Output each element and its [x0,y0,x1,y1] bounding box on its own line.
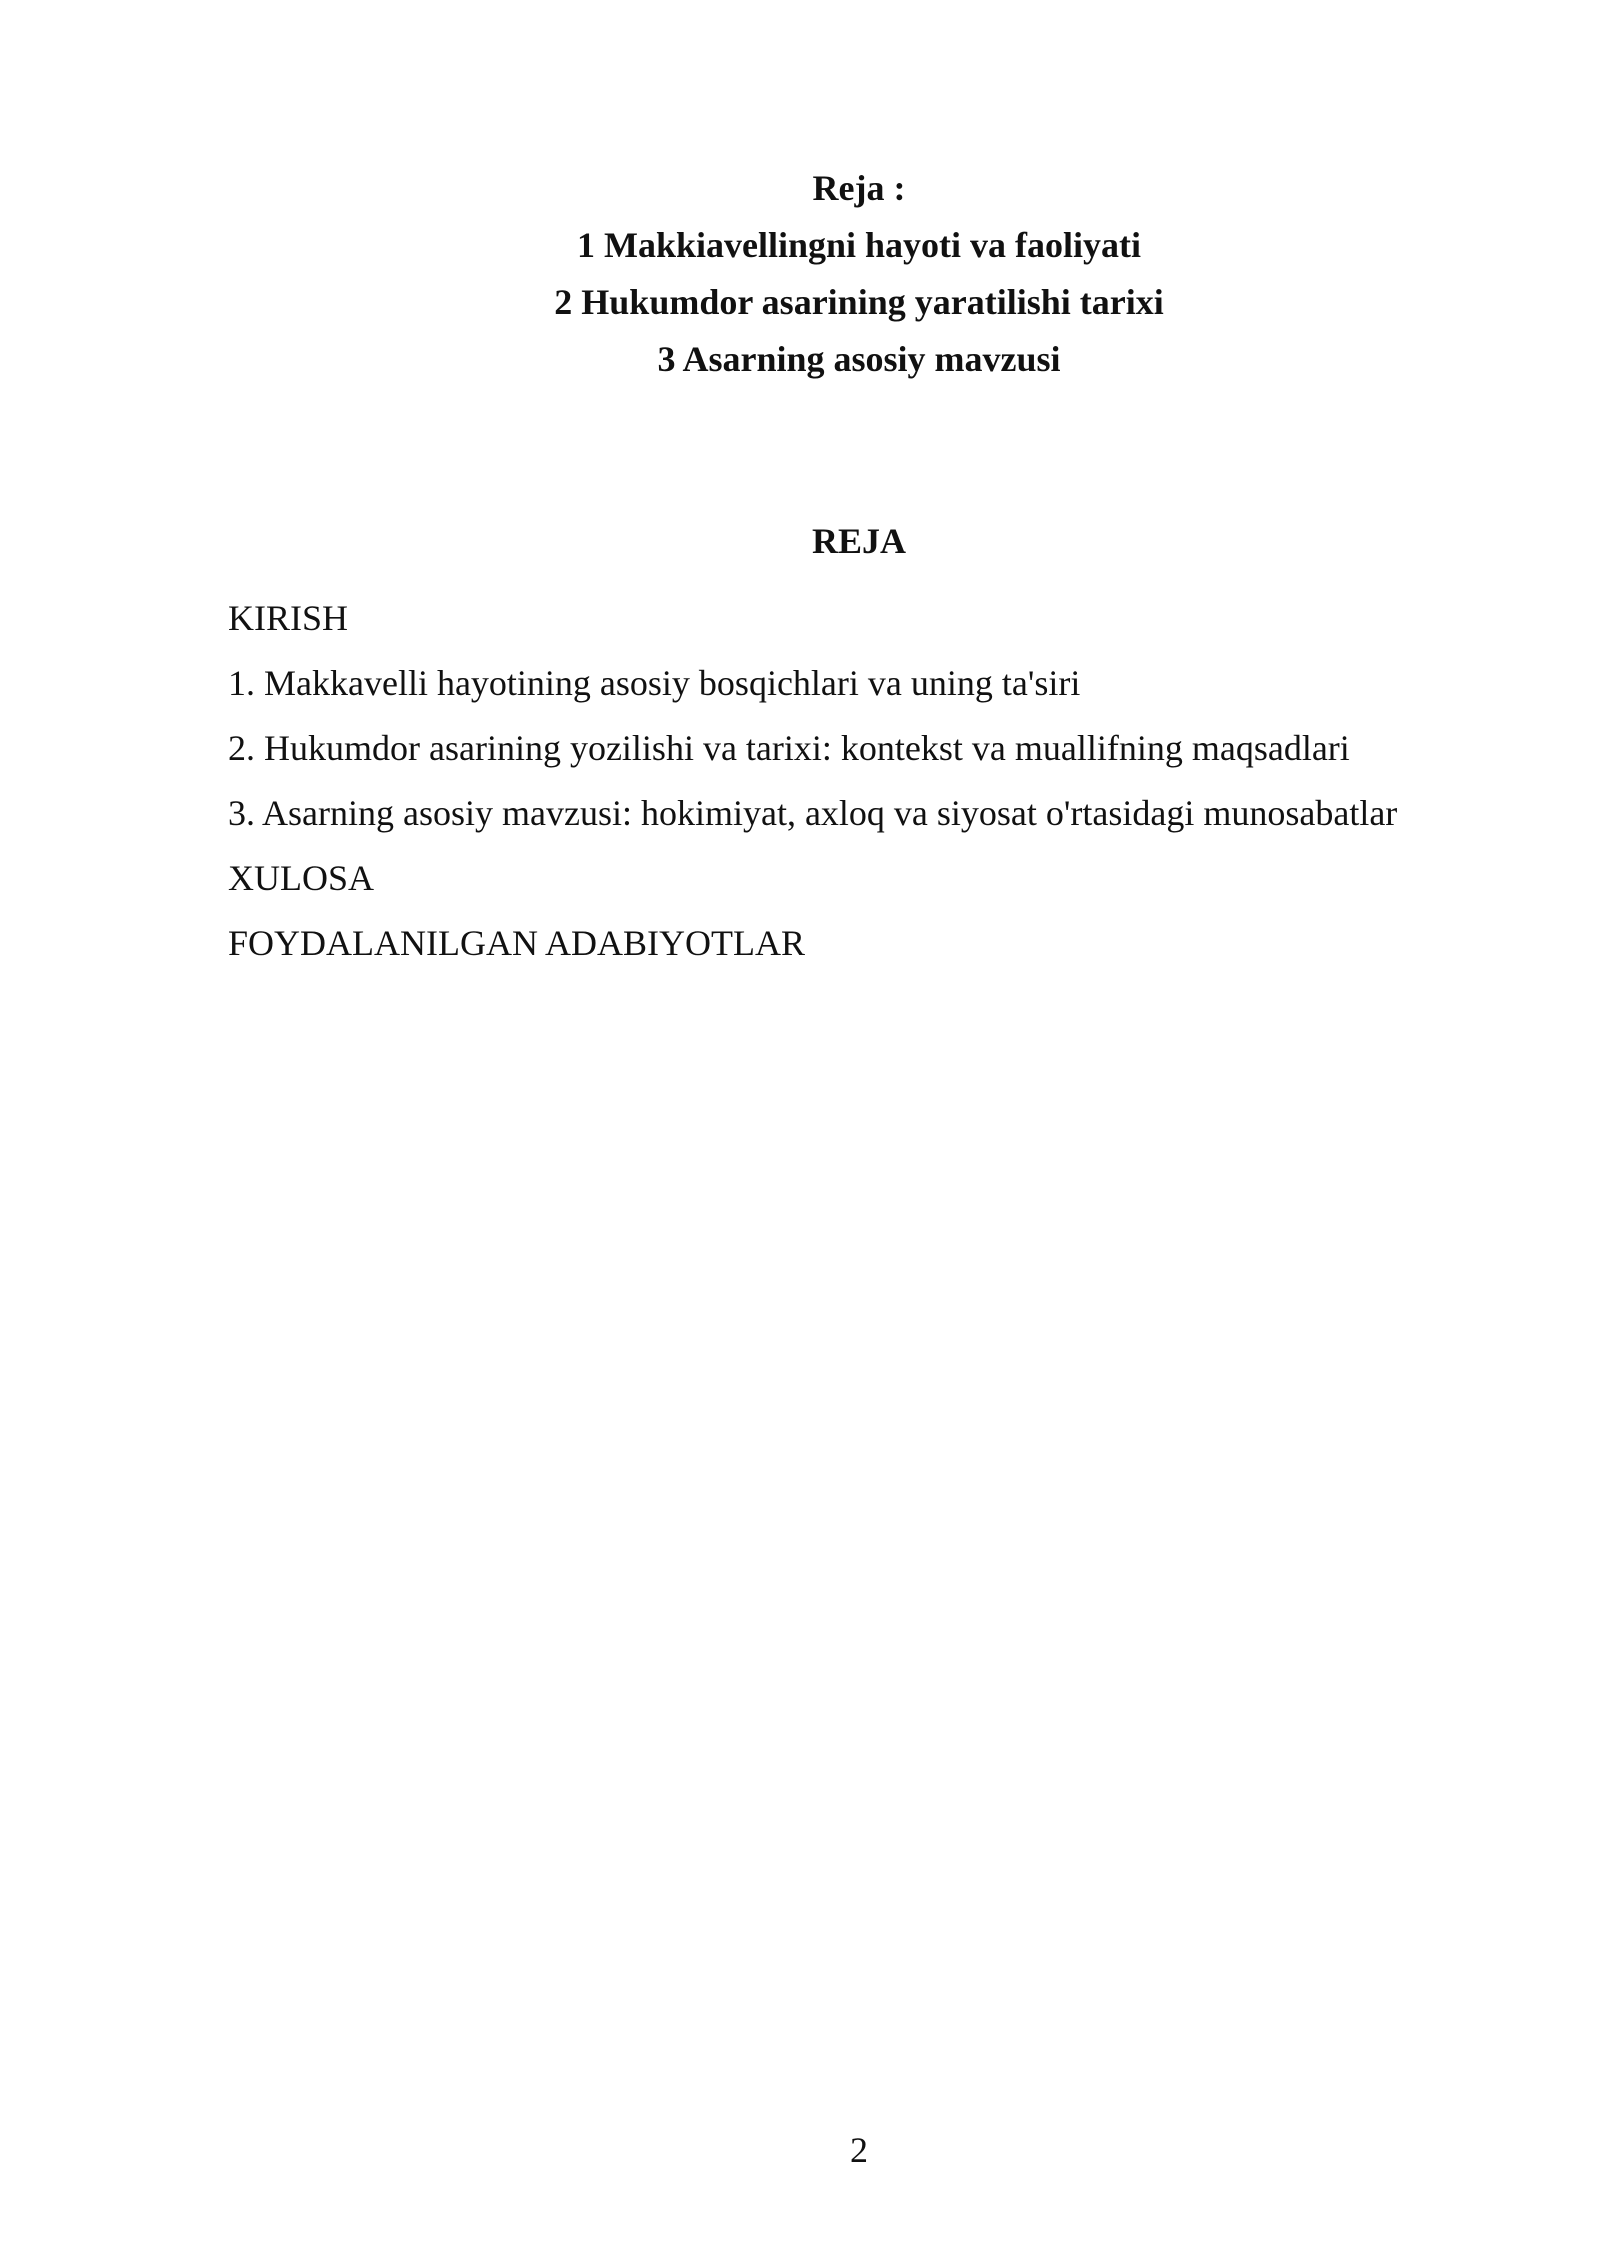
plan-heading: REJA [811,521,906,561]
top-plan-title: Reja : [812,168,906,208]
plan-item-introduction: KIRISH [228,598,349,638]
plan-item-references: FOYDALANILGAN ADABIYOTLAR [228,923,805,963]
top-plan-line: 2 Hukumdor asarining yaratilishi tarixi [554,282,1164,322]
page-number: 2 [850,2130,868,2170]
plan-item: 2. Hukumdor asarining yozilishi va tarixi: kontekst va muallifning maqsadlari [228,728,1350,768]
top-plan-line: 1 Makkiavellingni hayoti va faoliyati [576,225,1142,265]
plan-item: 1. Makkavelli hayotining asosiy bosqichlari va uning ta'siri [228,663,1081,703]
plan-item: 3. Asarning asosiy mavzusi: hokimiyat, axloq va siyosat o'rtasidagi munosabatlar [228,793,1398,833]
plan-list [228,586,1528,976]
top-plan-line: 3 Asarning asosiy mavzusi [657,339,1061,379]
top-plan-block [0,160,1600,388]
plan-item-conclusion: XULOSA [228,858,375,898]
